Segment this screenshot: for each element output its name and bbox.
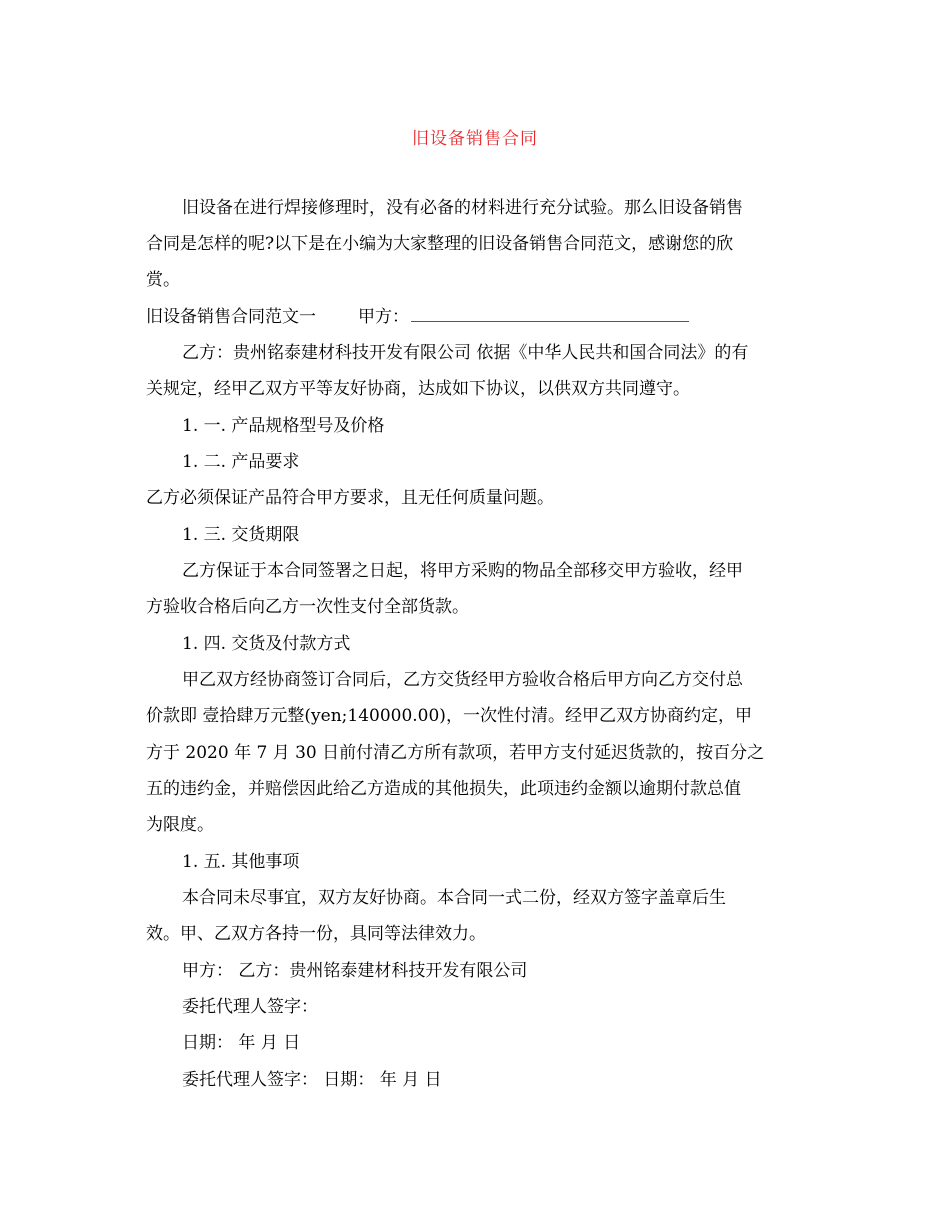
intro-line-3: 赏。 — [146, 270, 180, 290]
party-a-blank — [411, 307, 689, 322]
sign-date: 日期： 年 月 日 — [182, 1033, 301, 1053]
section-1-heading: 1. 一. 产品规格型号及价格 — [182, 416, 385, 436]
section-2-body: 乙方必须保证产品符合甲方要求，且无任何质量问题。 — [146, 488, 554, 508]
sample-heading: 旧设备销售合同范文一 — [146, 307, 316, 327]
sign-parties: 甲方： 乙方：贵州铭泰建材科技开发有限公司 — [182, 961, 528, 981]
section-4-body-4: 五的违约金，并赔偿因此给乙方造成的其他损失，此项违约金额以逾期付款总值 — [146, 779, 741, 799]
section-5-body-1: 本合同未尽事宜，双方友好协商。本合同一式二份，经双方签字盖章后生 — [182, 888, 726, 908]
party-a-label: 甲方： — [358, 307, 409, 327]
section-3-body-1: 乙方保证于本合同签署之日起，将甲方采购的物品全部移交甲方验收，经甲 — [182, 561, 743, 581]
section-5-body-2: 效。甲、乙双方各持一份，具同等法律效力。 — [146, 924, 486, 944]
document-title: 旧设备销售合同 — [412, 129, 538, 149]
section-4-body-3: 方于 2020 年 7 月 30 日前付清乙方所有款项，若甲方支付延迟货款的，按百分之 — [146, 743, 765, 763]
intro-line-1: 旧设备在进行焊接修理时，没有必备的材料进行充分试验。那么旧设备销售 — [182, 198, 743, 218]
party-b-line-1: 乙方：贵州铭泰建材科技开发有限公司 依据《中华人民共和国合同法》的有 — [182, 343, 749, 363]
section-5-heading: 1. 五. 其他事项 — [182, 852, 300, 872]
section-3-heading: 1. 三. 交货期限 — [182, 525, 300, 545]
section-2-heading: 1. 二. 产品要求 — [182, 452, 300, 472]
party-b-line-2: 关规定，经甲乙双方平等友好协商，达成如下协议，以供双方共同遵守。 — [146, 379, 690, 399]
intro-line-2: 合同是怎样的呢?以下是在小编为大家整理的旧设备销售合同范文，感谢您的欣 — [146, 234, 734, 254]
sample-heading-line — [146, 307, 806, 327]
section-3-body-2: 方验收合格后向乙方一次性支付全部货款。 — [146, 597, 469, 617]
sign-agent-date: 委托代理人签字： 日期： 年 月 日 — [182, 1070, 442, 1090]
section-4-body-1: 甲乙双方经协商签订合同后，乙方交货经甲方验收合格后甲方向乙方交付总 — [182, 670, 743, 690]
sign-agent: 委托代理人签字： — [182, 997, 318, 1017]
section-4-heading: 1. 四. 交货及付款方式 — [182, 634, 351, 654]
section-4-body-2: 价款即 壹拾肆万元整(yen;140000.00)，一次性付清。经甲乙双方协商约定，甲 — [146, 706, 752, 726]
section-4-body-5: 为限度。 — [146, 815, 214, 835]
